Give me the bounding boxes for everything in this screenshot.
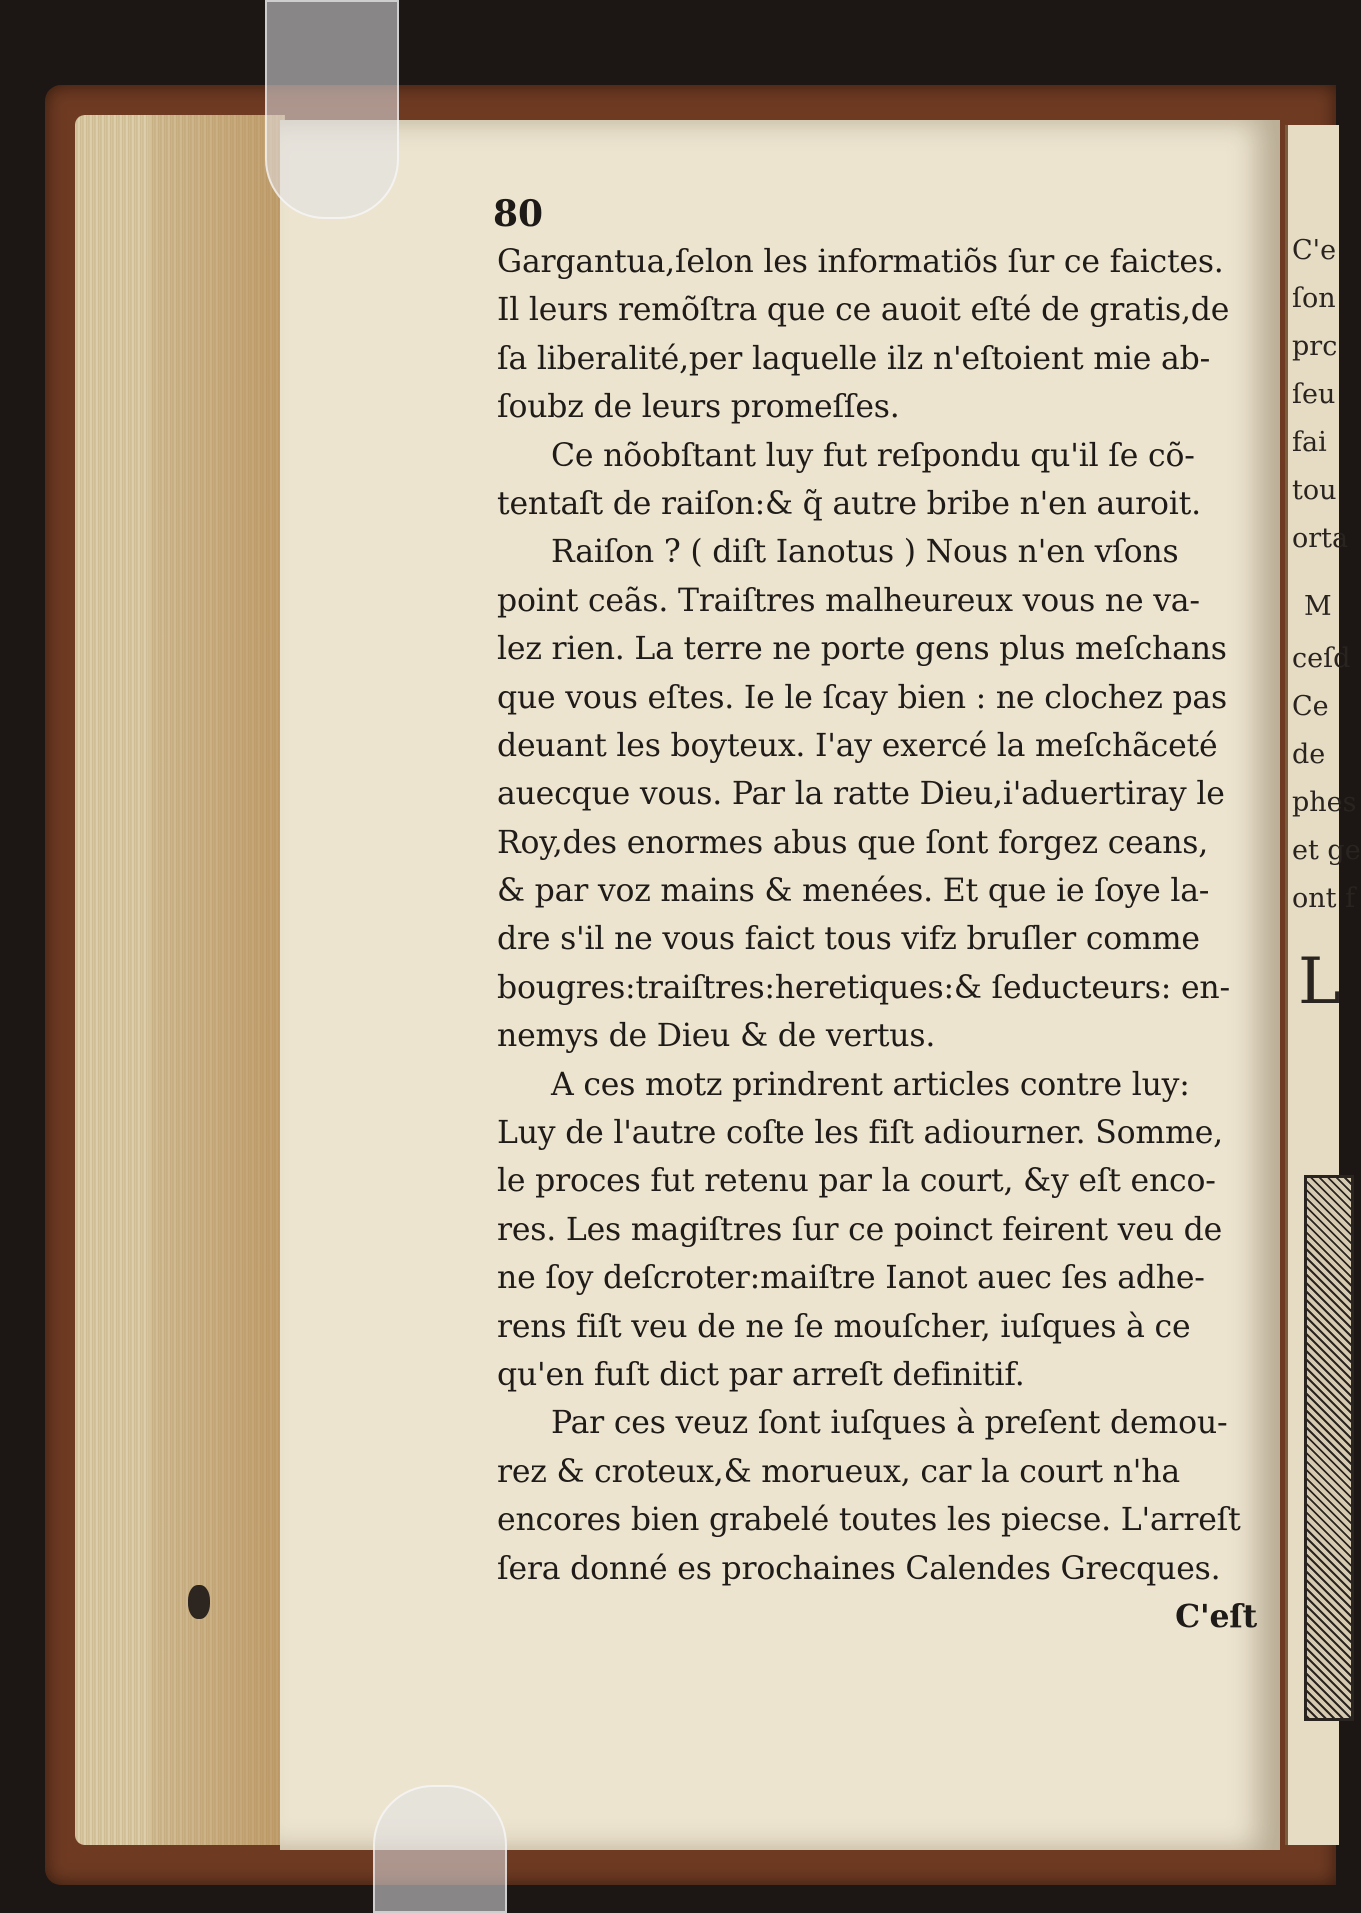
text-line: dre s'il ne vous faict tous vifz bruſler comme: [497, 921, 1200, 958]
text-line: Il leurs remõſtra que ce auoit eſté de gratis,de: [497, 292, 1230, 329]
right-page-fragment: fai: [1292, 427, 1327, 458]
text-line: tentaſt de raiſon:& q̃ autre bribe n'en auroit.: [497, 485, 1201, 522]
text-line: rens fiſt veu de ne ſe mouſcher, iuſques à ce: [497, 1308, 1191, 1345]
right-page-fragment: tou: [1292, 475, 1337, 506]
text-line: que vous eſtes. Ie le ſcay bien : ne clochez pas: [497, 679, 1227, 716]
right-page-fragment: C'e: [1292, 235, 1337, 266]
right-page-fragment: phes: [1292, 787, 1357, 818]
page-clip-top: [265, 0, 399, 219]
text-line: ſera donné es prochaines Calendes Grecques.: [497, 1550, 1221, 1587]
right-page-drop-cap: L: [1298, 945, 1341, 1019]
page-edges-shadow: [150, 115, 285, 1845]
page-text: [497, 238, 1257, 1641]
right-page-fragment: et ge: [1292, 835, 1361, 866]
text-line: A ces motz prindrent articles contre luy:: [551, 1066, 1190, 1103]
text-line: deuant les boyteux. I'ay exercé la meſchãceté: [497, 727, 1218, 764]
right-page-fragment: ont f: [1292, 883, 1356, 914]
page-number: 80: [493, 193, 544, 235]
catchword: C'eſt: [1175, 1597, 1257, 1635]
text-line: res. Les magiſtres ſur ce poinct feirent veu de: [497, 1211, 1223, 1248]
text-line: encores bien grabelé toutes les piecse. L'arreſt: [497, 1502, 1241, 1539]
text-line: qu'en fuſt dict par arreſt definitif.: [497, 1356, 1025, 1393]
text-line: ſoubz de leurs promeſſes.: [497, 389, 900, 426]
text-line: bougres:traiſtres:heretiques:& ſeducteurs: en-: [497, 969, 1230, 1006]
ink-stain: [188, 1585, 210, 1619]
text-line: Luy de l'autre coſte les fiſt adiourner. Somme,: [497, 1115, 1223, 1152]
right-page-edge: [1285, 125, 1361, 1845]
right-page-fragment: orta: [1292, 523, 1349, 554]
text-line: & par voz mains & menées. Et que ie ſoye la-: [497, 873, 1210, 910]
text-line: ſa liberalité,per laquelle ilz n'eſtoient mie ab-: [497, 340, 1211, 377]
text-line: auecque vous. Par la ratte Dieu,i'aduertiray le: [497, 776, 1225, 813]
right-page-fragment: de: [1292, 739, 1326, 770]
text-line: le proces fut retenu par la court, &y eſt enco-: [497, 1163, 1216, 1200]
woodcut-illustration: [1304, 1175, 1354, 1721]
text-line: Roy,des enormes abus que ſont forgez ceans,: [497, 824, 1209, 861]
text-line: rez & croteux,& morueux, car la court n'ha: [497, 1453, 1180, 1490]
right-page-fragment: ſeu: [1292, 379, 1336, 410]
text-line: Ce nõobſtant luy fut reſpondu qu'il ſe cõ-: [551, 437, 1195, 474]
right-page-fragment: ſon: [1292, 283, 1336, 314]
right-page-fragment: M: [1304, 591, 1332, 622]
text-line: point ceãs. Traiſtres malheureux vous ne va-: [497, 582, 1200, 619]
right-page-fragment: Ce: [1292, 691, 1329, 722]
text-line: nemys de Dieu & de vertus.: [497, 1018, 936, 1055]
right-page-fragment: ceſd: [1292, 643, 1351, 674]
right-page-fragment: prc: [1292, 331, 1338, 362]
text-line: ne ſoy deſcroter:maiſtre Ianot auec ſes adhe-: [497, 1260, 1205, 1297]
text-line: lez rien. La terre ne porte gens plus meſchans: [497, 631, 1227, 668]
text-line: Par ces veuz ſont iuſques à preſent demou-: [551, 1405, 1228, 1442]
page-clip-bottom: [373, 1785, 507, 1913]
text-line: Gargantua,ſelon les informatiõs ſur ce faictes.: [497, 244, 1224, 280]
text-line: Raiſon ? ( diſt Ianotus ) Nous n'en vſons: [551, 534, 1179, 571]
